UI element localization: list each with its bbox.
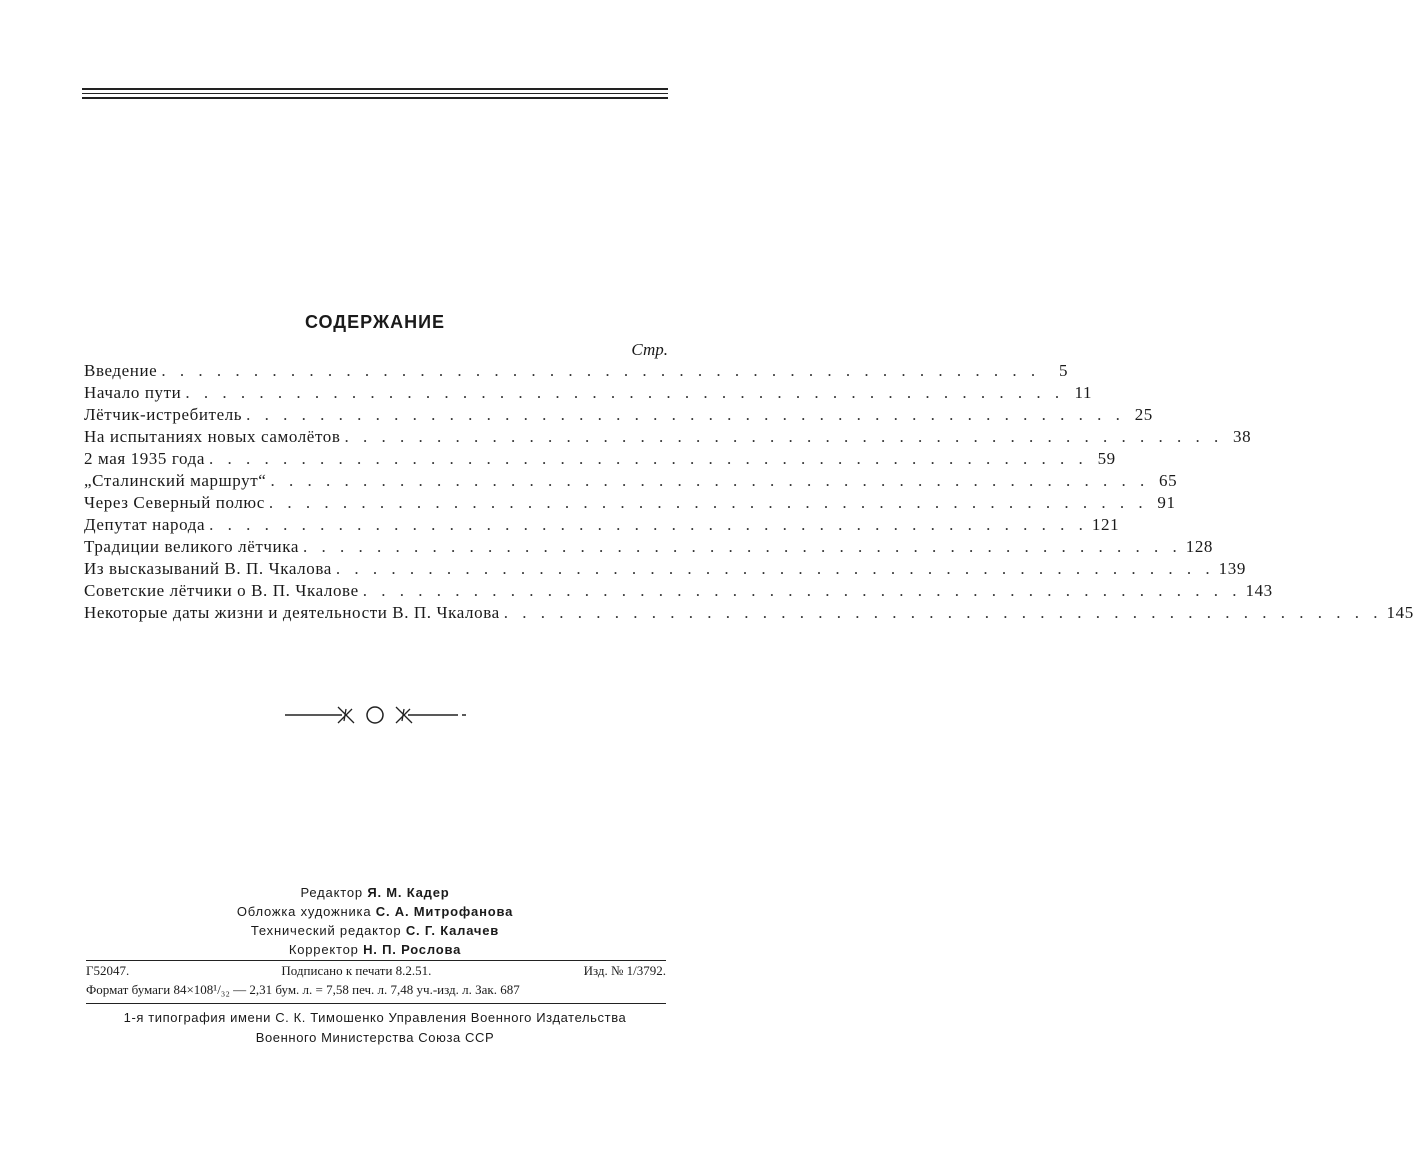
toc-entry-page: 145 — [1386, 603, 1414, 622]
toc-entry[interactable] — [84, 514, 1120, 536]
printer-line-1: 1-я типография имени С. К. Тимошенко Управления Военного Издательства — [123, 1010, 627, 1025]
imprint-line-1 — [86, 961, 666, 980]
toc-entry-page: 139 — [1218, 559, 1246, 578]
top-decorative-rule — [82, 88, 668, 102]
imprint-code: Г52047. — [86, 963, 130, 978]
toc-leader-dots: . . . . . . . . . . . . . . . . . . . . . . . . . . . . . . . . . . . . . . . . . . . . . . . . — [270, 471, 1150, 490]
toc-entry-title: Депутат народа — [84, 515, 206, 534]
toc-entry-page: 128 — [1185, 537, 1214, 556]
toc-entry[interactable] — [84, 360, 1069, 382]
toc-leader-dots: . . . . . . . . . . . . . . . . . . . . . . . . . . . . . . . . . . . . . . . . . . . . . . . . — [503, 603, 1383, 622]
page-column-label: Стр. — [631, 340, 668, 359]
toc-entry[interactable] — [84, 558, 1246, 580]
toc-entry[interactable] — [84, 448, 1116, 470]
printer-line-2: Военного Министерства Союза ССР — [255, 1030, 495, 1045]
toc-entry[interactable] — [84, 470, 1178, 492]
toc-entry-page: 121 — [1091, 515, 1120, 534]
toc-leader-dots: . . . . . . . . . . . . . . . . . . . . . . . . . . . . . . . . . . . . . . . . . . . . . . . . — [344, 427, 1224, 446]
toc-leader-dots: . . . . . . . . . . . . . . . . . . . . . . . . . . . . . . . . . . . . . . . . . . . . . . . . — [335, 559, 1215, 578]
toc-entry[interactable] — [84, 536, 1214, 558]
toc-leader-dots: . . . . . . . . . . . . . . . . . . . . . . . . . . . . . . . . . . . . . . . . . . . . . . . . — [185, 383, 1065, 402]
toc-leader-dots: . . . . . . . . . . . . . . . . . . . . . . . . . . . . . . . . . . . . . . . . . . . . . . . . — [161, 361, 1041, 380]
credit-proofreader: Корректор Н. П. Рослова — [288, 942, 462, 957]
credit-technical-editor: Технический редактор С. Г. Калачев — [250, 923, 500, 938]
toc-entry-title: Советские лётчики о В. П. Чкалове — [84, 581, 359, 600]
toc-entry-page: 11 — [1074, 383, 1093, 402]
toc-entry-page: 38 — [1233, 427, 1252, 446]
toc-entry-page: 91 — [1157, 493, 1176, 512]
ornament-divider — [280, 700, 470, 730]
imprint-bottom-rule — [86, 1003, 666, 1004]
toc-entry-title: Традиции великого лётчика — [84, 537, 299, 556]
toc-entry[interactable] — [84, 492, 1176, 514]
toc-entry-title: Некоторые даты жизни и деятельности В. П. Чкалова — [84, 603, 500, 622]
table-of-contents — [84, 360, 1414, 624]
toc-entry-page: 5 — [1058, 361, 1069, 380]
toc-entry-title: Из высказываний В. П. Чкалова — [84, 559, 332, 578]
toc-entry-page: 143 — [1245, 581, 1273, 600]
credits-block — [0, 883, 750, 959]
toc-leader-dots: . . . . . . . . . . . . . . . . . . . . . . . . . . . . . . . . . . . . . . . . . . . . . . . . — [246, 405, 1125, 424]
toc-leader-dots: . . . . . . . . . . . . . . . . . . . . . . . . . . . . . . . . . . . . . . . . . . . . . . . . — [302, 537, 1182, 556]
toc-leader-dots: . . . . . . . . . . . . . . . . . . . . . . . . . . . . . . . . . . . . . . . . . . . . . . . . — [362, 581, 1242, 600]
imprint-block — [86, 960, 666, 1004]
toc-entry-title: Введение — [84, 361, 158, 380]
credit-cover: Обложка художника С. А. Митрофанова — [236, 904, 514, 919]
toc-entry-page: 59 — [1097, 449, 1116, 468]
imprint-line-2 — [86, 980, 666, 999]
toc-entry-title: Через Северный полюс — [84, 493, 265, 512]
toc-leader-dots: . . . . . . . . . . . . . . . . . . . . . . . . . . . . . . . . . . . . . . . . . . . . . . . . — [209, 515, 1088, 534]
toc-leader-dots: . . . . . . . . . . . . . . . . . . . . . . . . . . . . . . . . . . . . . . . . . . . . . . . . — [209, 449, 1088, 468]
toc-entry-title: На испытаниях новых самолётов — [84, 427, 341, 446]
toc-entry[interactable] — [84, 404, 1153, 426]
toc-entry[interactable] — [84, 382, 1093, 404]
imprint-pub-no: Изд. № 1/3792. — [583, 963, 666, 978]
toc-entry-page: 25 — [1134, 405, 1153, 424]
toc-entry-page: 65 — [1159, 471, 1178, 490]
toc-entry-title: Лётчик-истребитель — [84, 405, 243, 424]
toc-entry-title: 2 мая 1935 года — [84, 449, 206, 468]
toc-entry[interactable] — [84, 602, 1414, 624]
toc-entry-title: Начало пути — [84, 383, 182, 402]
toc-entry[interactable] — [84, 426, 1252, 448]
imprint-format: Формат бумаги 84×108¹/₃₂ — 2,31 бум. л. = 7,58 печ. л. 7,48 уч.-изд. л. Зак. 687 — [86, 982, 520, 997]
printer-block — [0, 1008, 750, 1048]
toc-entry[interactable] — [84, 580, 1273, 602]
imprint-signed: Подписано к печати 8.2.51. — [281, 963, 432, 978]
toc-heading: СОДЕРЖАНИЕ — [304, 312, 446, 332]
toc-leader-dots: . . . . . . . . . . . . . . . . . . . . . . . . . . . . . . . . . . . . . . . . . . . . . . . . — [268, 493, 1148, 512]
toc-entry-title: „Сталинский маршрут“ — [84, 471, 267, 490]
credit-editor: Редактор Я. М. Кадер — [300, 885, 450, 900]
